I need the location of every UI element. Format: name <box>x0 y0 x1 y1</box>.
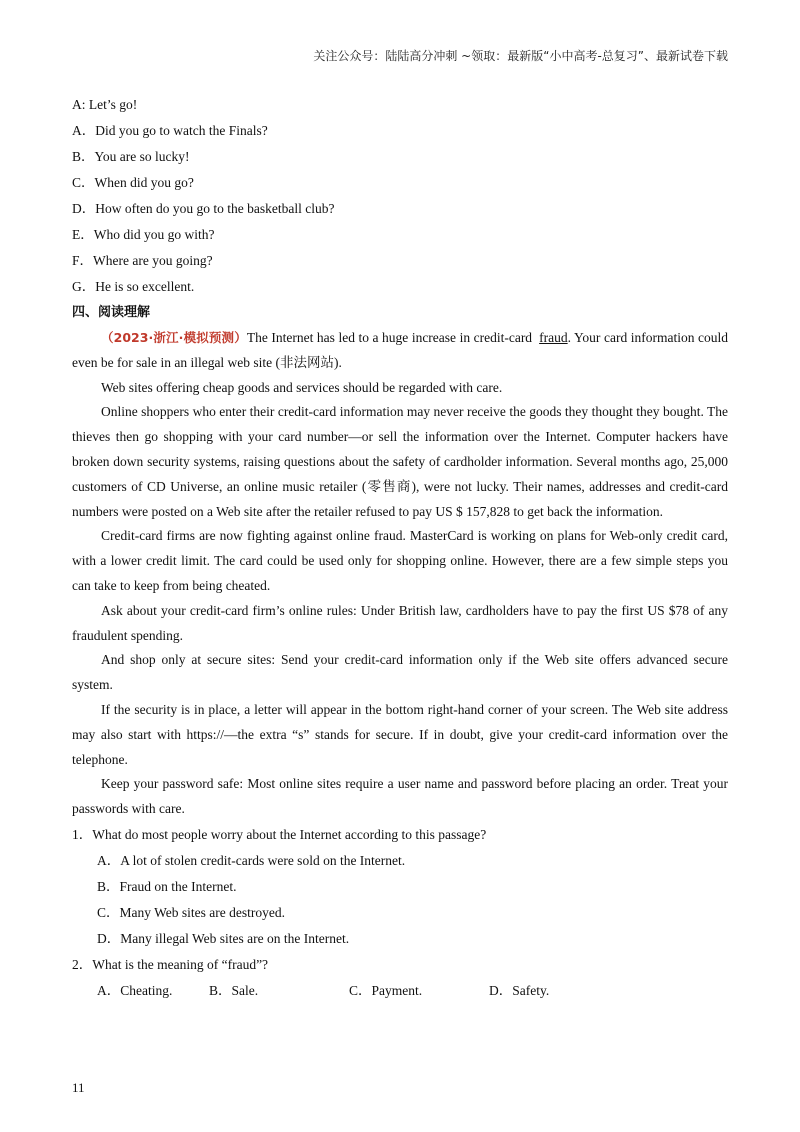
question-stem: 2．What is the meaning of “fraud”? <box>72 956 269 972</box>
dialogue-line: A: Let’s go! <box>72 97 138 112</box>
option-item: F．Where are you going? <box>72 253 213 268</box>
answer-option: C．Many Web sites are destroyed. <box>97 904 285 920</box>
passage-text: . Your card information could even be for sale in an illegal web site (非法网站). <box>72 330 728 370</box>
answer-option: B．Fraud on the Internet. <box>97 878 237 894</box>
answer-option: A．A lot of stolen credit-cards were sold on the Internet. <box>97 852 406 868</box>
answer-option: C．Payment. <box>349 982 423 998</box>
answer-option: B．Sale. <box>209 982 259 998</box>
passage-text: The Internet has led to a huge increase in credit-card <box>246 330 533 345</box>
option-item: C．When did you go? <box>72 175 194 190</box>
question-stem: 1．What do most people worry about the Internet according to this passage? <box>72 826 487 842</box>
answer-option: A．Cheating. <box>97 982 173 998</box>
passage-paragraph-6: And shop only at secure sites: Send your credit-card information only if the Web site offers advanced secure system. <box>72 652 728 693</box>
page-header: 关注公众号：陆陆高分冲刺 ~领取：最新版“小中高考-总复习”、最新试卷下载 <box>313 49 728 63</box>
option-item: E．Who did you go with? <box>72 227 215 242</box>
option-item: G．He is so excellent. <box>72 279 195 294</box>
passage-paragraph-2: Web sites offering cheap goods and services should be regarded with care. <box>101 379 503 395</box>
passage-paragraph-1 <box>72 326 728 376</box>
answer-option: D．Many illegal Web sites are on the Internet. <box>97 930 350 946</box>
answer-option: D．Safety. <box>489 982 550 998</box>
page-number: 11 <box>72 1080 85 1095</box>
underlined-word: fraud <box>539 330 568 345</box>
passage-paragraph-7: If the security is in place, a letter will appear in the bottom right-hand corner of your screen. The Web site address may also start with https://—the extra “s” stands for secure. If in doubt, give your credit-card information over the telephone. <box>72 701 728 767</box>
passage-paragraph-5: Ask about your credit-card firm’s online rules: Under British law, cardholders have to pay the first US $78 of any fraudulent spending. <box>72 602 728 643</box>
option-item: D．How often do you go to the basketball club? <box>72 201 335 216</box>
passage-paragraph-4: Credit-card firms are now fighting against online fraud. MasterCard is working on plans for Web-only credit card, with a lower credit limit. The card could be used only for shopping online. However, there are a few simple steps you can take to keep from being cheated. <box>72 528 728 593</box>
option-item: B．You are so lucky! <box>72 149 190 164</box>
section-heading: 四、阅读理解 <box>72 305 151 320</box>
option-item: A．Did you go to watch the Finals? <box>72 123 268 138</box>
document-body <box>72 92 728 1004</box>
passage-paragraph-8: Keep your password safe: Most online sites require a user name and password before placing an order. Treat your passwords with care. <box>72 776 728 817</box>
answer-options-row <box>97 978 728 1004</box>
source-tag: （2023·浙江·模拟预测） <box>101 330 247 345</box>
passage-paragraph-3: Online shoppers who enter their credit-card information may never receive the goods they thought they bought. The thieves then go shopping with your card number—or sell the information over the Internet. Computer hackers have broken down security systems, raising questions about the safety of cardholder information. Several months ago, 25,000 customers of CD Universe, an online music retailer (零售商), were not lucky. Their names, addresses and credit-card numbers were posted on a Web site after the retailer refused to pay US $ 157,828 to get back the information. <box>72 404 728 519</box>
